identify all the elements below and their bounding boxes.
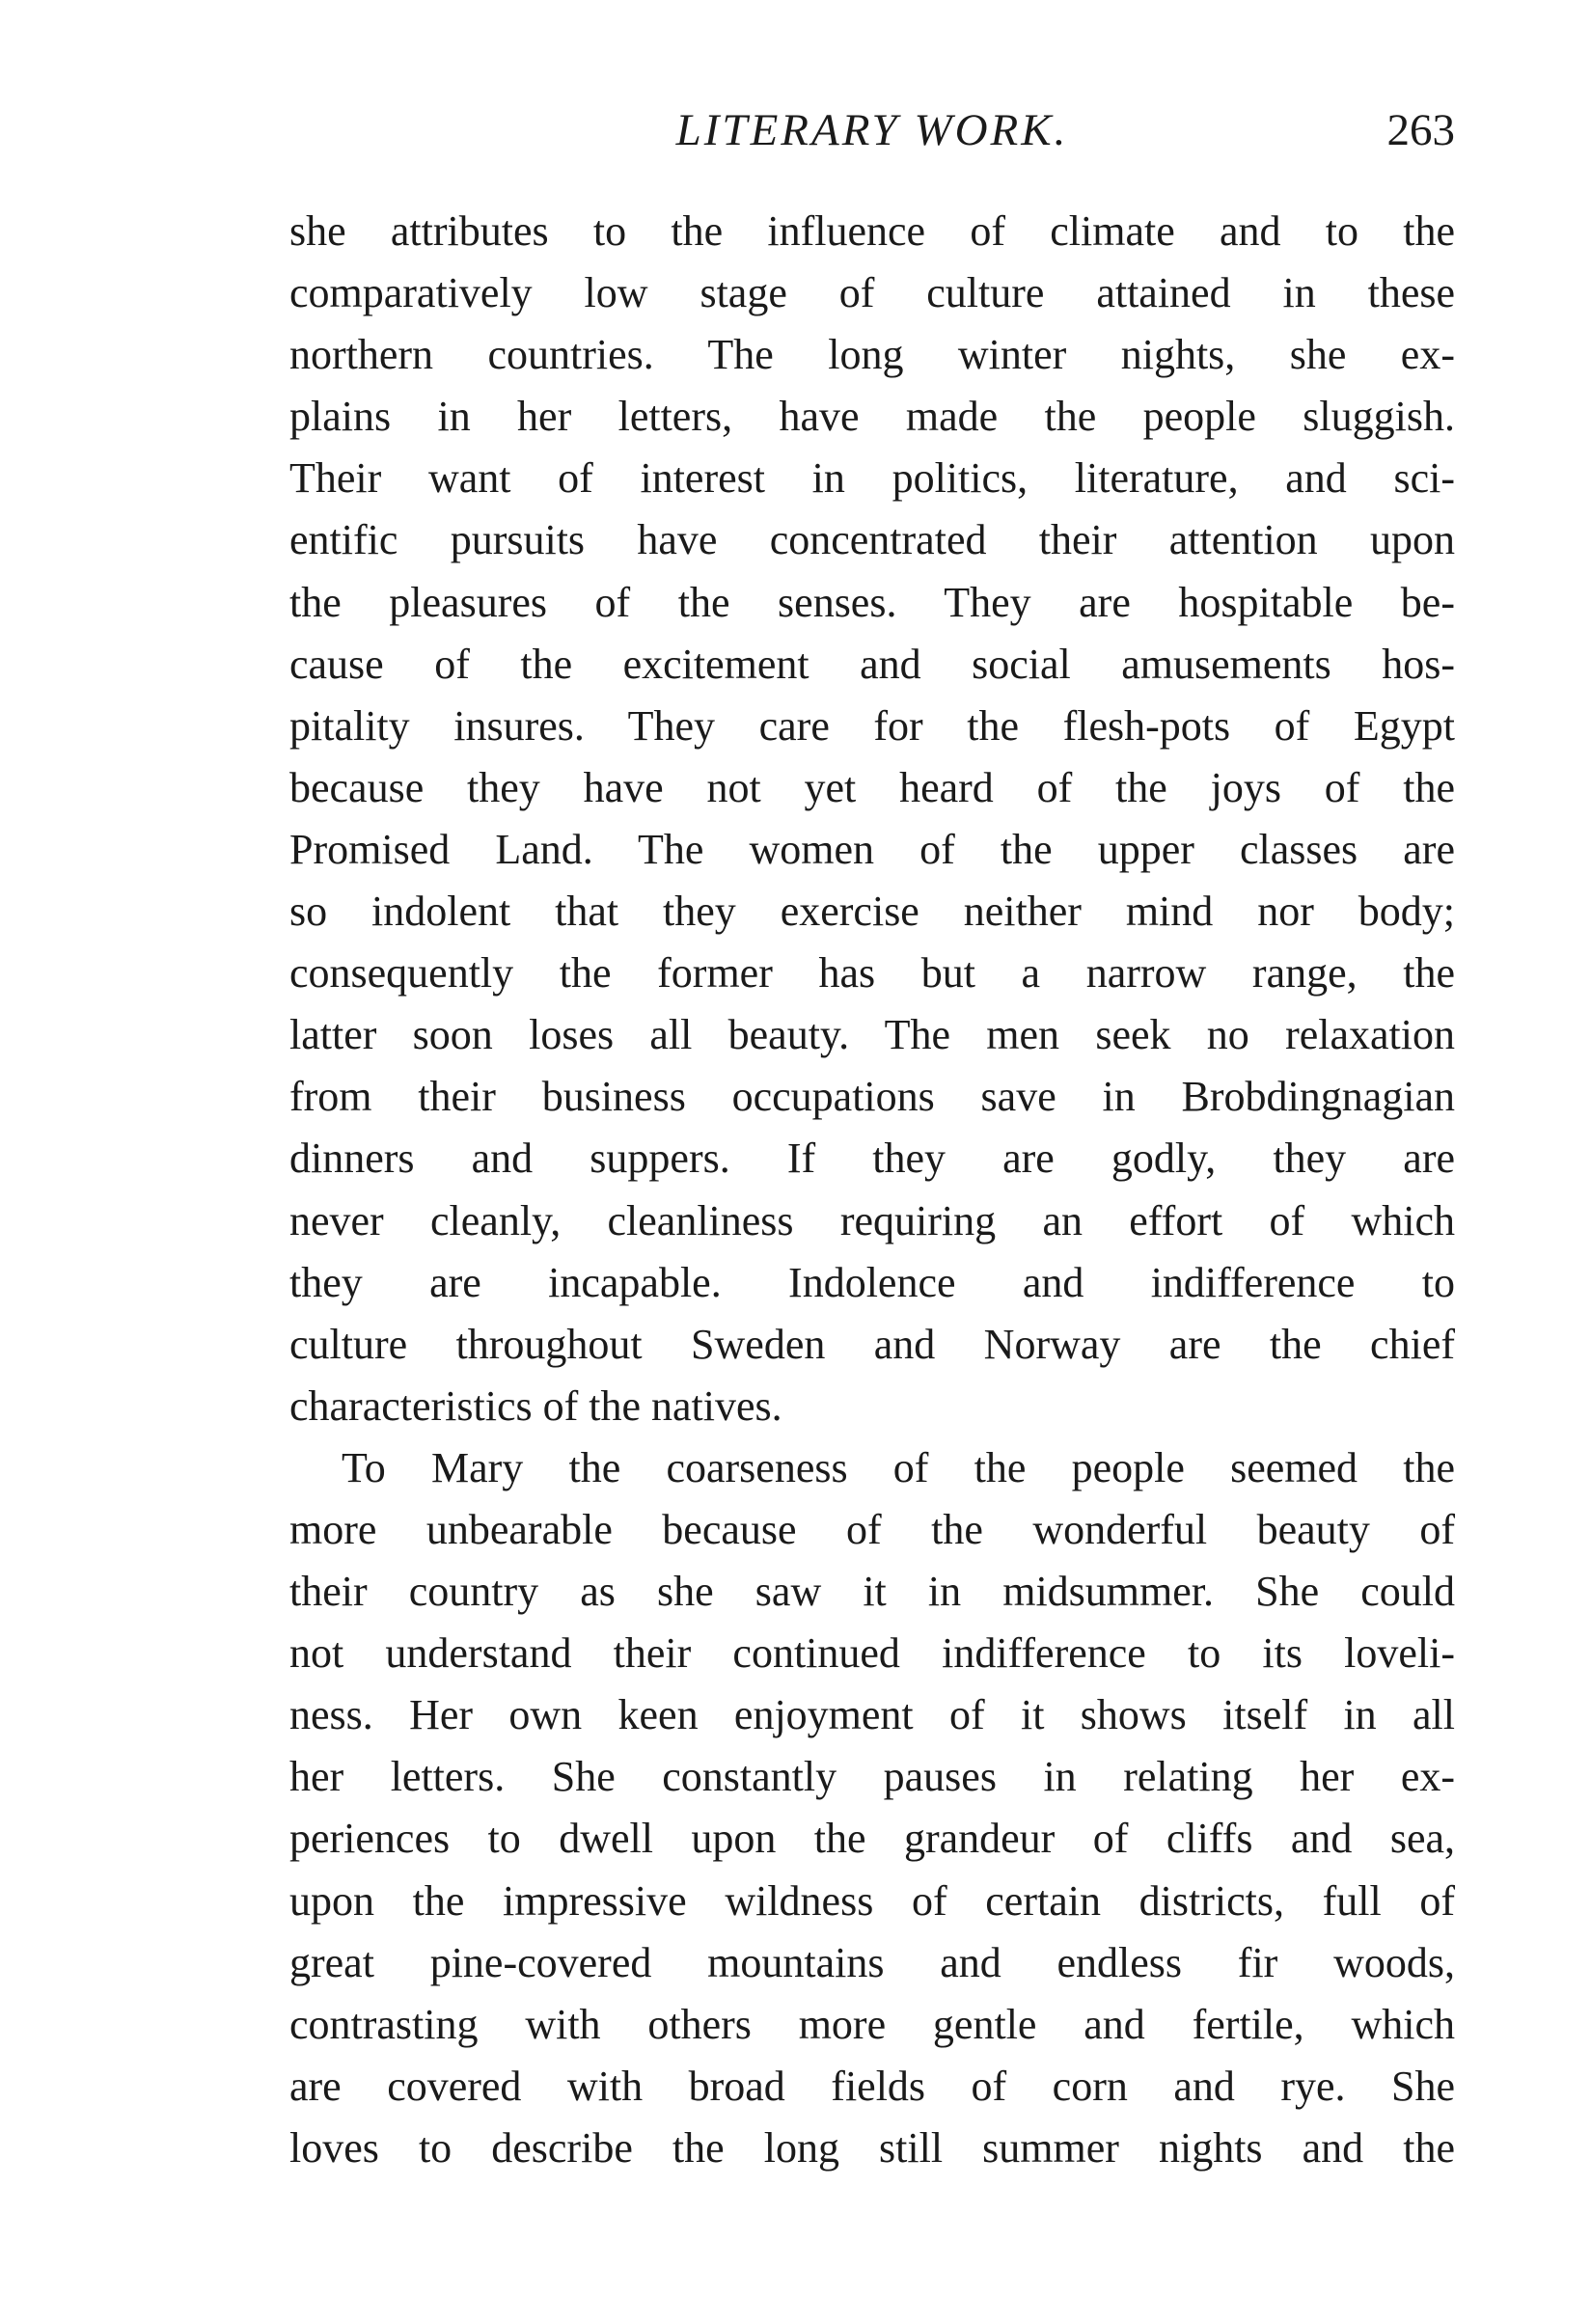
text-line: periences to dwell upon the grandeur of cliffs and sea, — [289, 1815, 1455, 1863]
text-line: the pleasures of the senses. They are hospitable be- — [289, 578, 1455, 626]
text-line: dinners and suppers. If they are godly, they are — [289, 1135, 1455, 1183]
text-line: entific pursuits have concentrated their attention upon — [289, 516, 1455, 564]
text-line: consequently the former has but a narrow range, the — [289, 949, 1455, 998]
text-line: they are incapable. Indolence and indifference to — [289, 1258, 1455, 1306]
page-number: 263 — [1386, 105, 1455, 155]
text-line: are covered with broad fields of corn and rye. She — [289, 2062, 1455, 2110]
text-line: Their want of interest in politics, literature, and sci- — [289, 454, 1455, 503]
text-line: culture throughout Sweden and Norway are the chief — [289, 1320, 1455, 1368]
text-line: because they have not yet heard of the joys of the — [289, 763, 1455, 811]
text-line: characteristics of the natives. — [289, 1381, 782, 1430]
text-line: cause of the excitement and social amusements hos- — [289, 640, 1455, 688]
text-line: pitality insures. They care for the flesh-pots of Egypt — [289, 701, 1455, 750]
text-line: loves to describe the long still summer nights and the — [289, 2123, 1455, 2172]
running-title: LITERARY WORK. — [675, 105, 1069, 155]
running-head — [289, 96, 1455, 164]
text-line: plains in her letters, have made the people sluggish. — [289, 393, 1455, 441]
text-line: their country as she saw it in midsummer. She could — [289, 1568, 1455, 1616]
text-line: more unbearable because of the wonderful beauty of — [289, 1505, 1455, 1553]
text-line: contrasting with others more gentle and fertile, which — [289, 2000, 1455, 2048]
text-line: ness. Her own keen enjoyment of it shows itself in all — [289, 1691, 1455, 1739]
text-line: comparatively low stage of culture attained in these — [289, 269, 1455, 317]
text-line: latter soon loses all beauty. The men seek no relaxation — [289, 1011, 1455, 1059]
text-line: upon the impressive wildness of certain districts, full of — [289, 1876, 1455, 1925]
body-text — [289, 201, 1455, 2179]
text-line: so indolent that they exercise neither mind nor body; — [289, 888, 1455, 936]
text-line: Promised Land. The women of the upper classes are — [289, 825, 1455, 873]
paragraph-1 — [289, 201, 1455, 1437]
paragraph-2 — [289, 1437, 1455, 2179]
text-line: never cleanly, cleanliness requiring an effort of which — [289, 1196, 1455, 1244]
text-line: from their business occupations save in Brobdingnagian — [289, 1073, 1455, 1121]
text-line: she attributes to the influence of climate and to the — [289, 207, 1455, 255]
text-line: To Mary the coarseness of the people seemed the — [342, 1443, 1455, 1491]
text-line: her letters. She constantly pauses in relating her ex- — [289, 1753, 1455, 1801]
text-line: great pine-covered mountains and endless fir woods, — [289, 1938, 1455, 1986]
text-line: northern countries. The long winter nights, she ex- — [289, 331, 1455, 379]
text-line: not understand their continued indifference to its loveli- — [289, 1629, 1455, 1678]
